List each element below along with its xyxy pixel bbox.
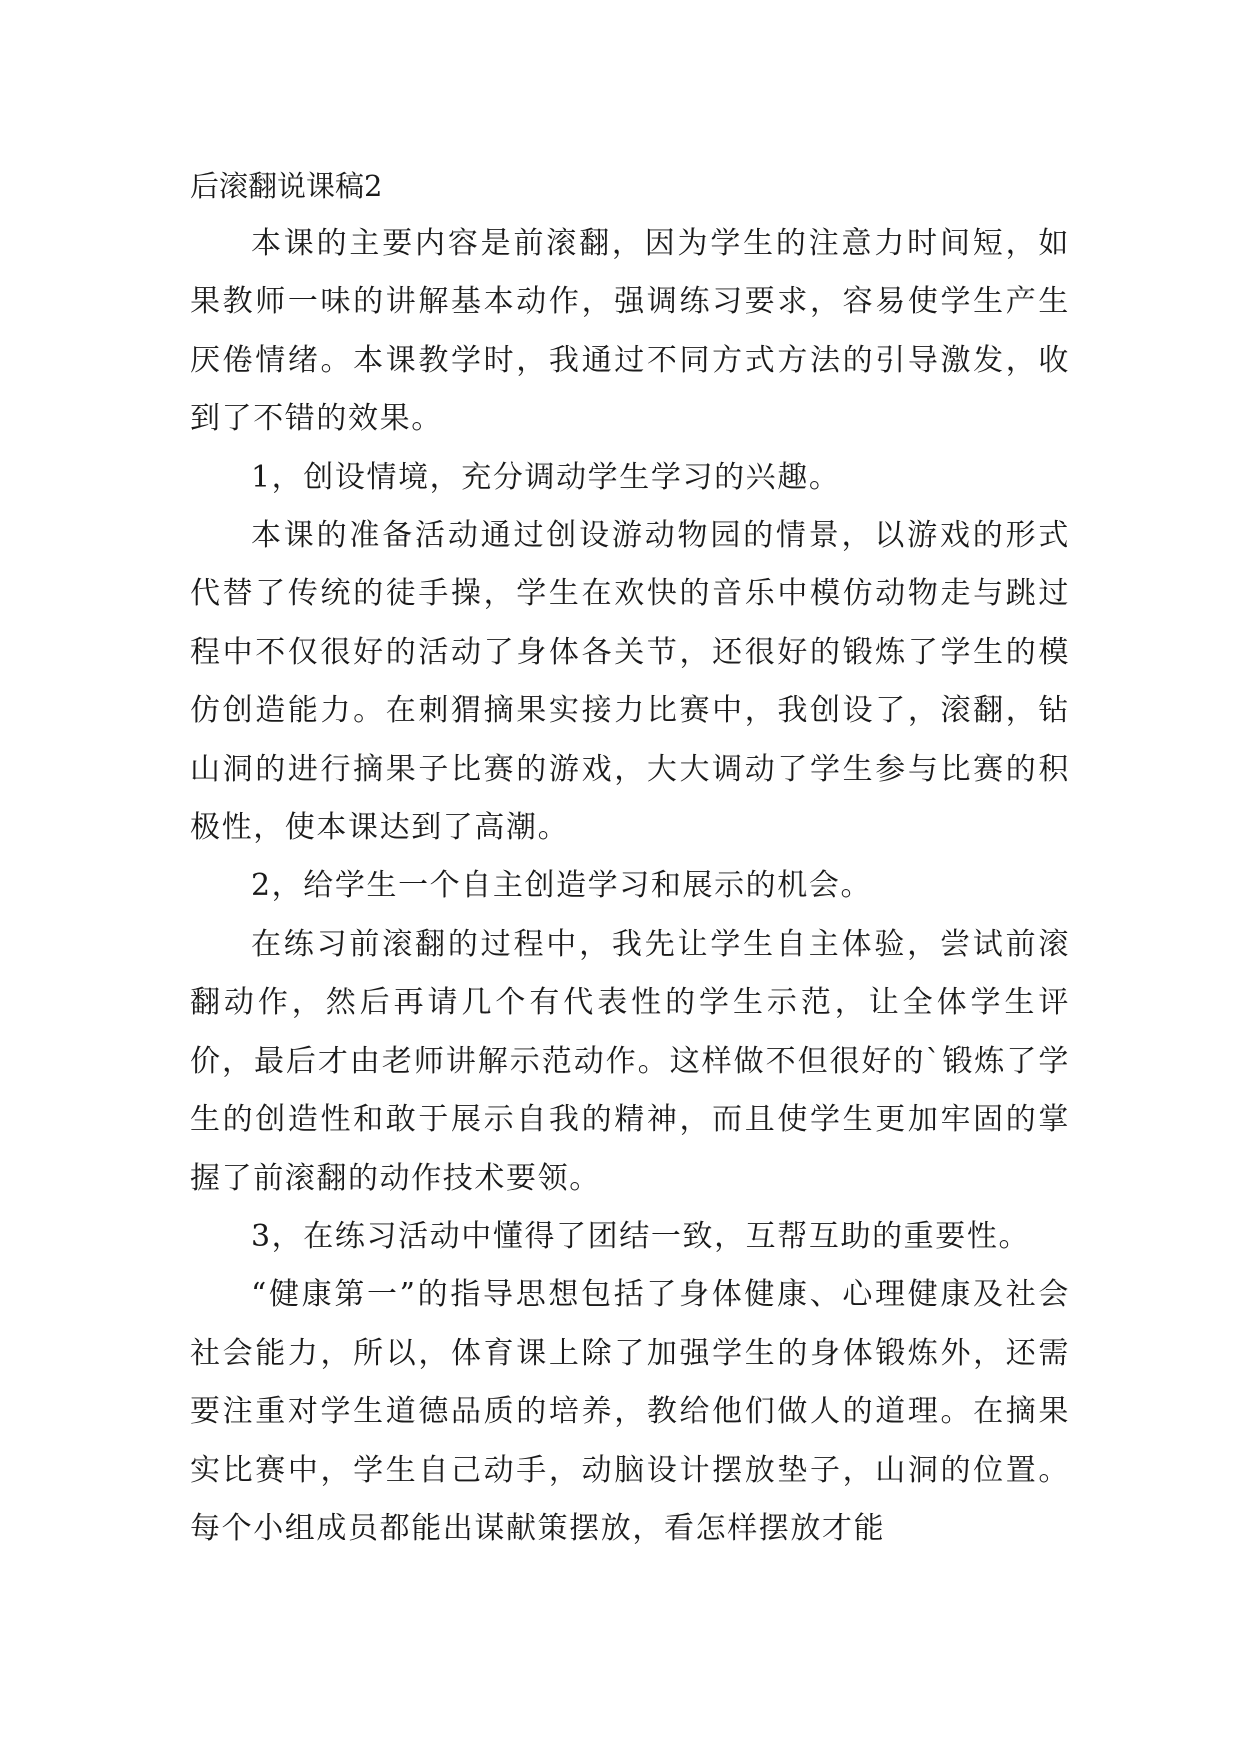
paragraph-heading-2: 2，给学生一个自主创造学习和展示的机会。	[251, 868, 873, 904]
document-body	[190, 157, 1070, 1558]
paragraph-body-3: “健康第一”的指导思想包括了身体健康、心理健康及社会社会能力，所以，体育课上除了加强学生的身体锻炼外，还需要注重对学生道德品质的培养，教给他们做人的道理。在摘果实比赛中，学生自己动手，动脑设计摆放垫子，山洞的位置。每个小组成员都能出谋献策摆放，看怎样摆放才能	[190, 1277, 1070, 1546]
paragraph-intro: 本课的主要内容是前滚翻，因为学生的注意力时间短，如果教师一味的讲解基本动作，强调练习要求，容易使学生产生厌倦情绪。本课教学时，我通过不同方式方法的引导激发，收到了不错的效果。	[190, 226, 1070, 437]
paragraph-body-1: 本课的准备活动通过创设游动物园的情景，以游戏的形式代替了传统的徒手操，学生在欢快的音乐中模仿动物走与跳过程中不仅很好的活动了身体各关节，还很好的锻炼了学生的模仿创造能力。在刺猬摘果实接力比赛中，我创设了，滚翻，钻山洞的进行摘果子比赛的游戏，大大调动了学生参与比赛的积极性，使本课达到了高潮。	[190, 518, 1070, 846]
paragraph-body-2: 在练习前滚翻的过程中，我先让学生自主体验，尝试前滚翻动作，然后再请几个有代表性的学生示范，让全体学生评价，最后才由老师讲解示范动作。这样做不但很好的`锻炼了学生的创造性和敢于展示自我的精神，而且使学生更加牢固的掌握了前滚翻的动作技术要领。	[190, 926, 1070, 1196]
paragraph-heading-3: 3，在练习活动中懂得了团结一致，互帮互助的重要性。	[251, 1218, 1031, 1254]
document-title: 后滚翻说课稿2	[190, 169, 383, 203]
paragraph-heading-1: 1，创设情境，充分调动学生学习的兴趣。	[251, 459, 841, 495]
